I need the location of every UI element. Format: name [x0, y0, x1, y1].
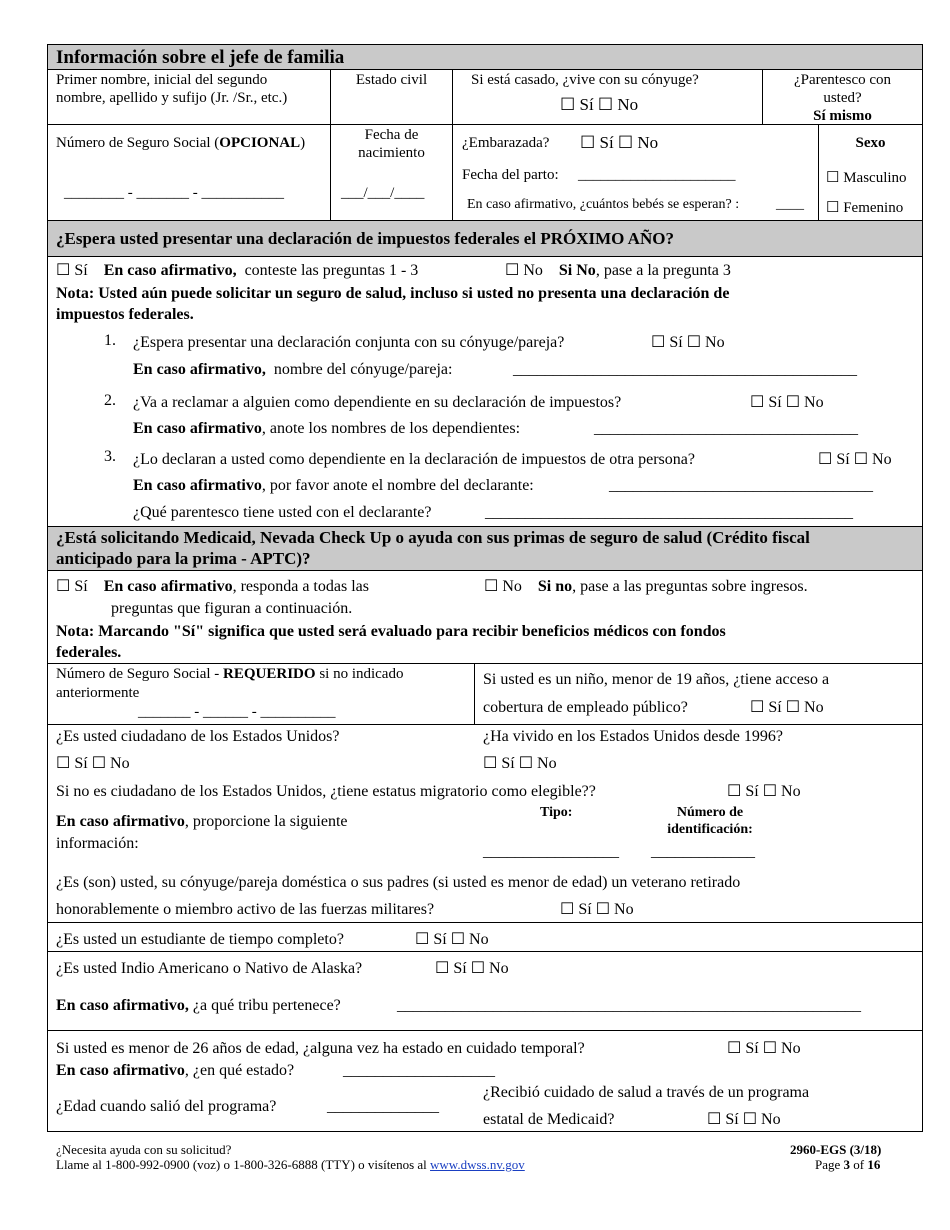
state-medicaid-question-cont: estatal de Medicaid?: [483, 1111, 615, 1128]
dob-input-blank[interactable]: ___/___/____: [341, 185, 425, 201]
student-question: ¿Es usted un estudiante de tiempo completo?: [56, 931, 344, 948]
citizen-question: ¿Es usted ciudadano de los Estados Unidos?: [56, 728, 340, 745]
relationship-label: usted?: [823, 90, 862, 106]
id-number-label: identificación:: [667, 822, 753, 837]
pregnant-checkboxes[interactable]: ☐ Sí ☐ No: [580, 133, 659, 152]
note: Nota: Usted aún puede solicitar un seguro de salud, incluso si usted no presenta una declaración de: [56, 285, 730, 302]
rule: [47, 922, 923, 923]
age-left-program-input-blank[interactable]: ______________: [327, 1098, 439, 1115]
filer-relationship-label: ¿Qué parentesco tiene usted con el declarante?: [133, 504, 432, 521]
veteran-checkboxes[interactable]: ☐ Sí ☐ No: [560, 901, 634, 918]
veteran-question: ¿Es (son) usted, su cónyuge/pareja doméstica o sus padres (si usted es menor de edad) un veterano retirado: [56, 874, 741, 891]
question-number: 1.: [104, 332, 116, 349]
ssn-required-label-cont: anteriormente: [56, 685, 140, 701]
foster-care-checkboxes[interactable]: ☐ Sí ☐ No: [727, 1040, 801, 1057]
joint-return-checkboxes[interactable]: ☐ Sí ☐ No: [651, 334, 725, 351]
lived-since-1996-question: ¿Ha vivido en los Estados Unidos desde 1996?: [483, 728, 783, 745]
yes-checkbox[interactable]: ☐ Sí: [56, 578, 88, 595]
type-input-blank[interactable]: _________________: [483, 843, 619, 860]
ssn-input-blank[interactable]: ________ - _______ - ___________: [64, 185, 284, 201]
immigration-status-checkboxes[interactable]: ☐ Sí ☐ No: [727, 783, 801, 800]
age-left-program-label: ¿Edad cuando salió del programa?: [56, 1098, 277, 1115]
state-medicaid-checkboxes[interactable]: ☐ Sí ☐ No: [707, 1111, 781, 1128]
rule: [47, 256, 923, 257]
tribe-label: En caso afirmativo, ¿a qué tribu pertenece?: [56, 997, 341, 1014]
note: Nota: Marcando "Sí" significa que usted será evaluado para recibir beneficios médicos con fondos: [56, 623, 726, 640]
rule: [47, 663, 923, 664]
filer-name-label: En caso afirmativo, por favor anote el nombre del declarante:: [133, 477, 534, 494]
foster-state-input-blank[interactable]: ___________________: [343, 1062, 495, 1079]
immigration-info-label: En caso afirmativo, proporcione la siguiente: [56, 813, 348, 830]
name-label: Primer nombre, inicial del segundo: [56, 72, 268, 88]
section-title: anticipado para la prima - APTC)?: [56, 549, 311, 568]
filer-relationship-input-blank[interactable]: ______________________________________________: [485, 504, 853, 521]
claimed-as-dependent-checkboxes[interactable]: ☐ Sí ☐ No: [818, 451, 892, 468]
public-coverage-question-cont: cobertura de empleado público?: [483, 699, 688, 716]
dob-label: Fecha de: [364, 127, 419, 143]
website-link[interactable]: www.dwss.nv.gov: [430, 1157, 525, 1172]
rule: [47, 69, 923, 70]
ssn-optional-label: Número de Seguro Social (OPCIONAL): [56, 135, 306, 151]
relationship-label: ¿Parentesco con: [793, 72, 892, 88]
tax-filing-answer: ☐ Sí En caso afirmativo, conteste las preguntas 1 - 3: [56, 262, 419, 279]
assistance-answer-yes-cont: preguntas que figuran a continuación.: [111, 600, 353, 617]
sex-male-checkbox[interactable]: ☐ Masculino: [826, 170, 907, 186]
citizen-checkboxes[interactable]: ☐ Sí ☐ No: [56, 755, 130, 772]
immigration-status-question: Si no es ciudadano de los Estados Unidos, ¿tiene estatus migratorio como elegible??: [56, 783, 596, 800]
american-indian-question: ¿Es usted Indio Americano o Nativo de Alaska?: [56, 960, 363, 977]
sex-label: Sexo: [855, 135, 886, 151]
due-date-input-blank[interactable]: _____________________: [578, 167, 736, 183]
rule: [452, 69, 453, 220]
rule: [474, 663, 475, 724]
tax-filing-answer-no: ☐ No Si No, pase a la pregunta 3: [505, 262, 731, 279]
married-question: Si está casado, ¿vive con su cónyuge?: [471, 72, 699, 88]
joint-return-question: ¿Espera presentar una declaración conjunta con su cónyuge/pareja?: [133, 334, 565, 351]
section-title: Información sobre el jefe de familia: [56, 47, 345, 68]
foster-care-question: Si usted es menor de 26 años de edad, ¿alguna vez ha estado en cuidado temporal?: [56, 1040, 585, 1057]
public-coverage-question: Si usted es un niño, menor de 19 años, ¿tiene acceso a: [483, 671, 830, 688]
marital-status-label: Estado civil: [355, 72, 428, 88]
tribe-input-blank[interactable]: __________________________________________________________: [397, 997, 861, 1014]
babies-expected-label: En caso afirmativo, ¿cuántos bebés se esperan? :: [467, 197, 740, 212]
lived-since-1996-checkboxes[interactable]: ☐ Sí ☐ No: [483, 755, 557, 772]
veteran-question-cont: honorablemente o miembro activo de las fuerzas militares?: [56, 901, 435, 918]
form-code: 2960-EGS (3/18): [790, 1142, 882, 1157]
name-label: nombre, apellido y sufijo (Jr. /Sr., etc.): [56, 90, 288, 106]
page-number: Page 3 of 16: [815, 1157, 881, 1172]
ssn-required-input-blank[interactable]: _______ - ______ - __________: [138, 704, 336, 720]
ssn-required-label: Número de Seguro Social - REQUERIDO si no indicado: [56, 666, 404, 682]
rule: [47, 570, 923, 571]
no-checkbox[interactable]: ☐ No: [505, 262, 543, 279]
rule: [47, 724, 923, 725]
help-text: ¿Necesita ayuda con su solicitud?: [56, 1142, 232, 1157]
note: federales.: [56, 644, 122, 661]
section-title: ¿Está solicitando Medicaid, Nevada Check Up o ayuda con sus primas de seguro de salud (Crédito fiscal: [56, 528, 810, 547]
pregnant-label: ¿Embarazada?: [462, 135, 550, 151]
rule: [47, 526, 923, 527]
claimed-as-dependent-question: ¿Lo declaran a usted como dependiente en la declaración de impuestos de otra persona?: [133, 451, 695, 468]
assistance-answer-no: ☐ No Si no, pase a las preguntas sobre ingresos.: [484, 578, 808, 595]
dependents-question: ¿Va a reclamar a alguien como dependiente en su declaración de impuestos?: [133, 394, 622, 411]
assistance-answer-yes: ☐ Sí En caso afirmativo, responda a todas las: [56, 578, 369, 595]
section-title: ¿Espera usted presentar una declaración de impuestos federales el PRÓXIMO AÑO?: [56, 229, 674, 248]
rule: [47, 951, 923, 952]
question-number: 2.: [104, 392, 116, 409]
public-coverage-checkboxes[interactable]: ☐ Sí ☐ No: [750, 699, 824, 716]
yes-checkbox[interactable]: ☐ Sí: [56, 262, 88, 279]
due-date-label: Fecha del parto:: [462, 167, 559, 183]
question-number: 3.: [104, 448, 116, 465]
babies-expected-input-blank[interactable]: ____: [776, 197, 804, 212]
dependents-checkboxes[interactable]: ☐ Sí ☐ No: [750, 394, 824, 411]
rule: [47, 220, 923, 221]
type-label: Tipo:: [540, 805, 573, 820]
relationship-value: Sí mismo: [813, 108, 872, 124]
id-number-input-blank[interactable]: _____________: [651, 843, 755, 860]
no-checkbox[interactable]: ☐ No: [484, 578, 522, 595]
state-medicaid-question: ¿Recibió cuidado de salud a través de un programa: [483, 1084, 810, 1101]
immigration-info-label-cont: información:: [56, 835, 139, 852]
help-contact: Llame al 1-800-992-0900 (voz) o 1-800-326-6888 (TTY) o visítenos al www.dwss.nv.gov: [56, 1157, 525, 1172]
spouse-name-label: En caso afirmativo, nombre del cónyuge/pareja:: [133, 361, 453, 378]
dependents-names-input-blank[interactable]: _________________________________: [594, 420, 858, 437]
dob-label: nacimiento: [358, 145, 425, 161]
spouse-name-input-blank[interactable]: ___________________________________________: [513, 361, 857, 378]
sex-female-checkbox[interactable]: ☐ Femenino: [826, 200, 904, 216]
married-checkboxes[interactable]: ☐ Sí ☐ No: [560, 95, 639, 114]
student-checkboxes[interactable]: ☐ Sí ☐ No: [415, 931, 489, 948]
note: impuestos federales.: [56, 306, 194, 323]
dependents-names-label: En caso afirmativo, anote los nombres de los dependientes:: [133, 420, 521, 437]
american-indian-checkboxes[interactable]: ☐ Sí ☐ No: [435, 960, 509, 977]
foster-state-label: En caso afirmativo, ¿en qué estado?: [56, 1062, 295, 1079]
rule: [47, 1030, 923, 1031]
id-number-label: Número de: [676, 805, 744, 820]
filer-name-input-blank[interactable]: _________________________________: [609, 477, 873, 494]
